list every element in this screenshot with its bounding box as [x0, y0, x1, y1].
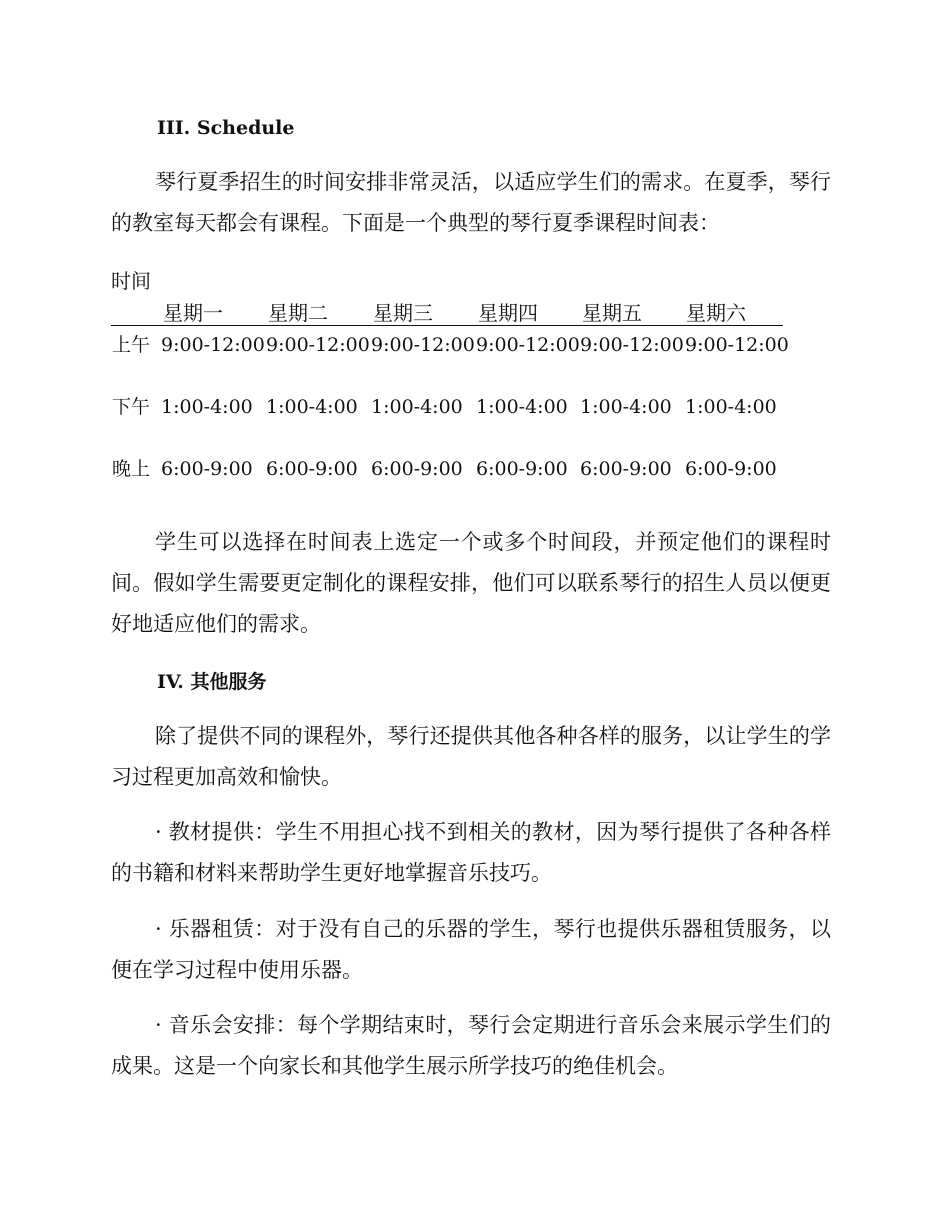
table-cell: 1:00-4:00	[161, 396, 253, 418]
service-item-instrument-rental: · 乐器租赁：对于没有自己的乐器的学生，琴行也提供乐器租赁服务，以便在学习过程中使用乐器。	[111, 917, 831, 982]
row-label-morning: 上午	[111, 334, 150, 356]
day-header-sat: 星期六	[686, 301, 746, 325]
table-cell: 6:00-9:00	[161, 458, 253, 480]
table-cell: 1:00-4:00	[266, 396, 358, 418]
table-cell: 9:00-12:00	[266, 334, 370, 356]
day-header-fri: 星期五	[582, 301, 642, 325]
row-label-afternoon: 下午	[111, 396, 150, 418]
schedule-followup-paragraph: 学生可以选择在时间表上选定一个或多个时间段，并预定他们的课程时间。假如学生需要更定制化的课程安排，他们可以联系琴行的招生人员以便更好地适应他们的需求。	[111, 530, 831, 636]
row-label-evening: 晚上	[111, 458, 150, 480]
table-cell: 9:00-12:00	[476, 334, 580, 356]
table-cell: 9:00-12:00	[161, 334, 265, 356]
table-cell: 9:00-12:00	[371, 334, 475, 356]
day-header-tue: 星期二	[268, 301, 328, 325]
table-cell: 6:00-9:00	[580, 458, 672, 480]
section-heading-other-services: IV. 其他服务	[157, 671, 267, 693]
table-header-rule	[111, 325, 783, 326]
table-cell: 6:00-9:00	[266, 458, 358, 480]
service-item-materials: · 教材提供：学生不用担心找不到相关的教材，因为琴行提供了各种各样的书籍和材料来帮助学生更好地掌握音乐技巧。	[111, 820, 831, 885]
table-cell: 6:00-9:00	[476, 458, 568, 480]
schedule-intro-paragraph: 琴行夏季招生的时间安排非常灵活，以适应学生们的需求。在夏季，琴行的教室每天都会有课程。下面是一个典型的琴行夏季课程时间表：	[111, 170, 831, 235]
table-cell: 6:00-9:00	[685, 458, 777, 480]
table-cell: 1:00-4:00	[685, 396, 777, 418]
day-header-wed: 星期三	[373, 301, 433, 325]
services-intro-paragraph: 除了提供不同的课程外，琴行还提供其他各种各样的服务，以让学生的学习过程更加高效和愉快。	[111, 724, 831, 789]
day-header-mon: 星期一	[163, 301, 223, 325]
table-cell: 9:00-12:00	[580, 334, 684, 356]
table-corner-label: 时间	[111, 269, 151, 293]
table-cell: 1:00-4:00	[580, 396, 672, 418]
table-cell: 1:00-4:00	[371, 396, 463, 418]
day-header-thu: 星期四	[478, 301, 538, 325]
table-cell: 9:00-12:00	[685, 334, 789, 356]
table-cell: 6:00-9:00	[371, 458, 463, 480]
service-item-concerts: · 音乐会安排：每个学期结束时，琴行会定期进行音乐会来展示学生们的成果。这是一个向家长和其他学生展示所学技巧的绝佳机会。	[111, 1013, 831, 1078]
section-heading-schedule: III. Schedule	[157, 117, 295, 139]
table-cell: 1:00-4:00	[476, 396, 568, 418]
